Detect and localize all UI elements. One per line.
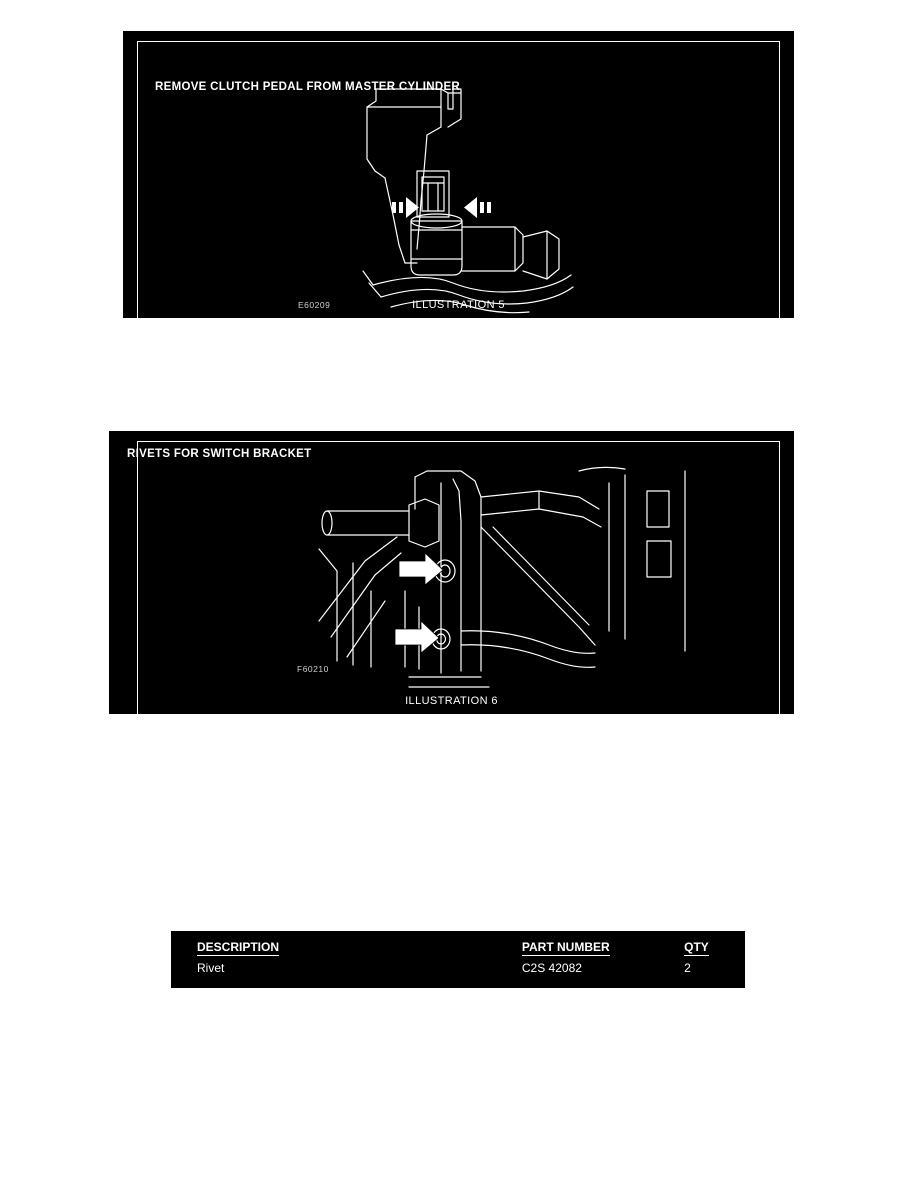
column-header-qty: QTY [684,940,709,954]
column-header-part-number: PART NUMBER [521,940,610,954]
parts-table [171,931,745,988]
cell-part-number: C2S 42082 [521,961,582,975]
cell-description: Rivet [197,961,225,975]
figure-code: F60210 [297,664,329,674]
figure-illustration-6 [109,431,794,714]
cell-qty: 2 [684,961,691,975]
table-row [171,955,745,975]
figure-title-illustration-6: RIVETS FOR SWITCH BRACKET [127,448,312,460]
column-header-description: DESCRIPTION [197,940,280,954]
figure-illustration-5 [123,31,794,318]
rivets-switch-bracket-diagram [109,431,794,714]
clutch-pedal-master-cylinder-diagram [123,31,794,318]
figure-caption-illustration-5: ILLUSTRATION 5 [412,299,505,311]
figure-caption-illustration-6: ILLUSTRATION 6 [405,695,498,707]
figure-title: REMOVE CLUTCH PEDAL FROM MASTER CYLINDER [155,81,461,93]
figure-code: E60209 [298,300,331,310]
table-header-row [171,931,745,955]
